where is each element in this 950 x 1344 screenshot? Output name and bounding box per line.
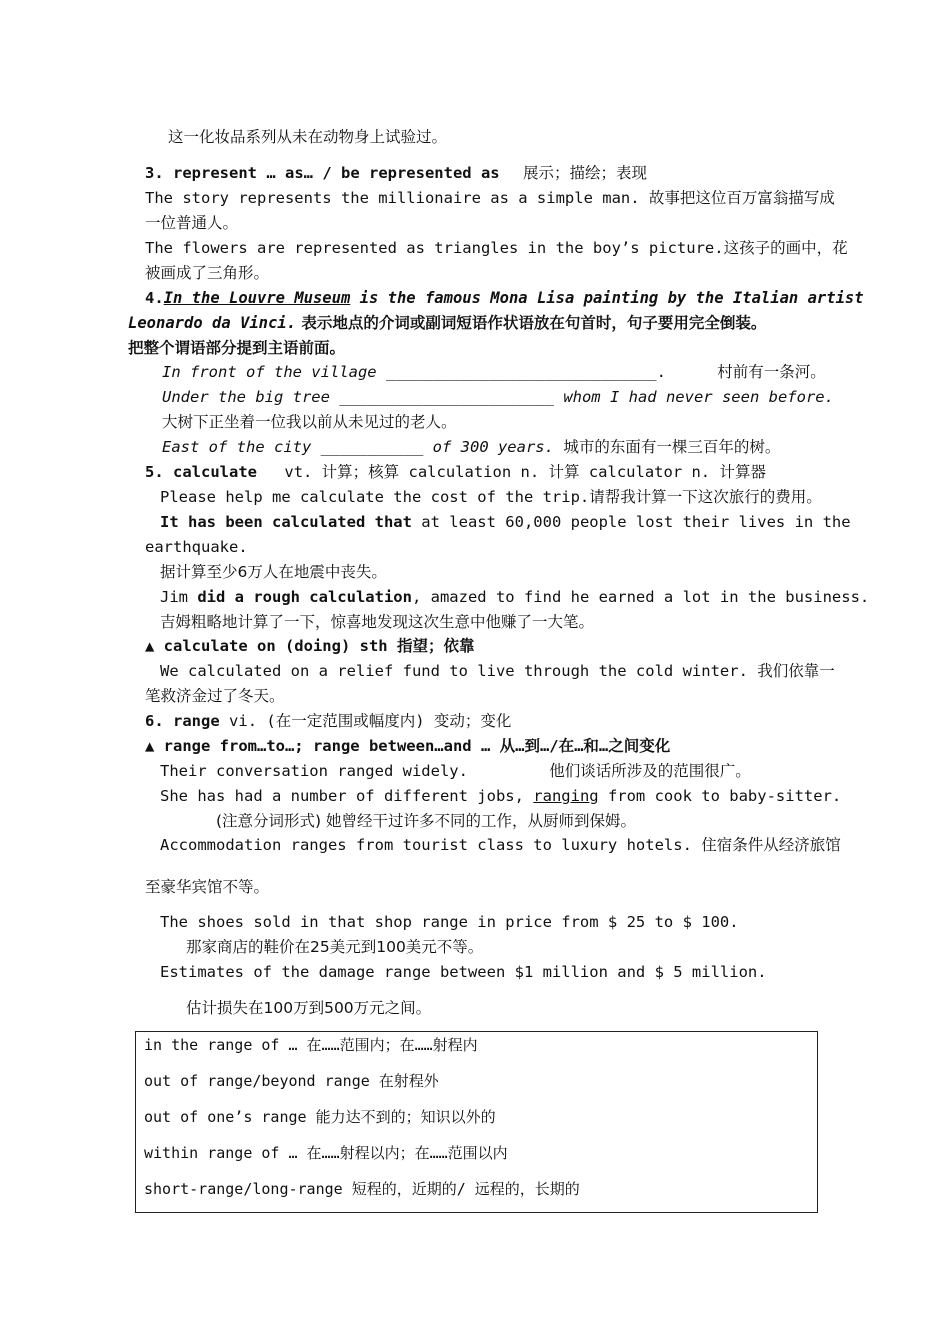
rule-text: 把整个谓语部分提到主语前面。 — [128, 339, 346, 357]
key-phrase: did a rough calculation — [197, 588, 412, 606]
sentence-start: She has had a number of different jobs, — [160, 787, 534, 805]
underlined-phrase: In the Louvre Museum — [163, 289, 351, 307]
exercise-prompt: of 300 years. — [432, 438, 554, 456]
example-translation: 一位普通人。 — [145, 214, 239, 232]
underlined-word: ranging — [533, 787, 599, 805]
example-translation: (注意分词形式) 她曾经干过许多不同的工作，从厨师到保姆。 — [216, 812, 637, 830]
item-number: 4. — [145, 289, 164, 307]
item-6-heading — [145, 711, 511, 731]
example-translation: 至豪华宾馆不等。 — [145, 878, 270, 896]
vocab-meaning: vt. 计算；核算 calculation n. 计算 calculator n. 计算器 — [284, 463, 766, 481]
phrase-heading: ▲ range from…to…; range between…and … 从…到…/在…和…之间变化 — [145, 737, 671, 755]
vocab-meaning: vi. (在一定范围或幅度内) 变动；变化 — [229, 712, 512, 730]
exercise-prompt: Under the big tree — [162, 388, 330, 406]
example-sentence: earthquake. — [145, 538, 248, 556]
exercise-translation: 村前有一条河。 — [717, 363, 826, 381]
exercise-blank: _____________________________. — [385, 363, 666, 381]
exercise-translation: 城市的东面有一棵三百年的树。 — [563, 438, 781, 456]
exercise-prompt: In front of the village — [162, 363, 377, 381]
example-sentence: We calculated on a relief fund to live through the cold winter. 我们依靠一 — [160, 662, 835, 680]
exercise-line — [162, 437, 780, 457]
item-number: 3. — [145, 164, 164, 182]
exercise-blank: ___________ — [320, 438, 424, 456]
example-sentence — [160, 761, 751, 781]
box-phrase: within range of … 在……射程以内；在……范围以内 — [144, 1144, 508, 1162]
vocab-term: calculate — [173, 463, 258, 481]
box-phrase: out of one’s range 能力达不到的；知识以外的 — [144, 1108, 496, 1126]
heading-text: Leonardo da Vinci. — [128, 314, 296, 332]
grammar-rule — [128, 313, 766, 333]
exercise-blank: _______________________ — [339, 388, 554, 406]
example-translation: 那家商店的鞋价在25美元到100美元不等。 — [186, 938, 484, 956]
example-sentence: The shoes sold in that shop range in price from $ 25 to $ 100. — [160, 913, 739, 931]
item-5-heading — [145, 462, 766, 482]
heading-text: is the famous Mona Lisa painting by the Italian artist — [350, 289, 864, 307]
item-number: 5. — [145, 463, 164, 481]
vocab-term: range — [173, 712, 220, 730]
vocab-meaning: 展示；描绘；表现 — [522, 164, 647, 182]
example-sentence: Please help me calculate the cost of the trip.请帮我计算一下这次旅行的费用。 — [160, 488, 822, 506]
example-sentence — [160, 512, 851, 532]
exercise-prompt: whom I had never seen before. — [563, 388, 834, 406]
sentence-rest: from cook to baby-sitter. — [598, 787, 842, 805]
exercise-prompt: East of the city — [162, 438, 312, 456]
exercise-line — [162, 387, 834, 407]
exercise-translation: 大树下正坐着一位我以前从未见过的老人。 — [162, 413, 457, 431]
box-phrase: out of range/beyond range 在射程外 — [144, 1072, 439, 1090]
example-translation: 据计算至少6万人在地震中丧失。 — [160, 563, 387, 581]
box-phrase: in the range of … 在……范围内；在……射程内 — [144, 1036, 478, 1054]
example-sentence — [160, 587, 869, 607]
exercise-line — [162, 362, 826, 382]
sentence-rest: , amazed to find he earned a lot in the business. — [411, 588, 870, 606]
example-sentence — [160, 786, 841, 806]
box-phrase: short-range/long-range 短程的，近期的/ 远程的，长期的 — [144, 1180, 580, 1198]
item-4-heading — [145, 288, 864, 308]
vocab-term: represent … as… / be represented as — [173, 164, 500, 182]
example-translation: 笔救济金过了冬天。 — [145, 687, 285, 705]
example-sentence: The story represents the millionaire as a simple man. 故事把这位百万富翁描写成 — [145, 189, 835, 207]
example-translation: 这一化妆品系列从未在动物身上试验过。 — [168, 128, 448, 146]
example-translation: 吉姆粗略地计算了一下，惊喜地发现这次生意中他赚了一大笔。 — [160, 613, 595, 631]
example-translation: 估计损失在100万到500万元之间。 — [186, 999, 432, 1017]
sentence-start: Jim — [160, 588, 198, 606]
example-sentence: The flowers are represented as triangles in the boy’s picture.这孩子的画中，花 — [145, 239, 848, 257]
item-number: 6. — [145, 712, 164, 730]
phrase-heading: ▲ calculate on (doing) sth 指望；依靠 — [145, 637, 475, 655]
example-translation: 他们谈话所涉及的范围很广。 — [549, 762, 751, 780]
key-phrase: It has been calculated that — [160, 513, 412, 531]
sentence-text: Their conversation ranged widely. — [160, 762, 468, 780]
example-sentence: Accommodation ranges from tourist class to luxury hotels. 住宿条件从经济旅馆 — [160, 836, 841, 854]
rule-text: 表示地点的介词或副词短语作状语放在句首时，句子要用完全倒装。 — [295, 314, 767, 332]
example-translation: 被画成了三角形。 — [145, 264, 270, 282]
example-sentence: Estimates of the damage range between $1 million and $ 5 million. — [160, 963, 767, 981]
item-3-heading — [145, 163, 647, 183]
sentence-rest: at least 60,000 people lost their lives in the — [411, 513, 851, 531]
